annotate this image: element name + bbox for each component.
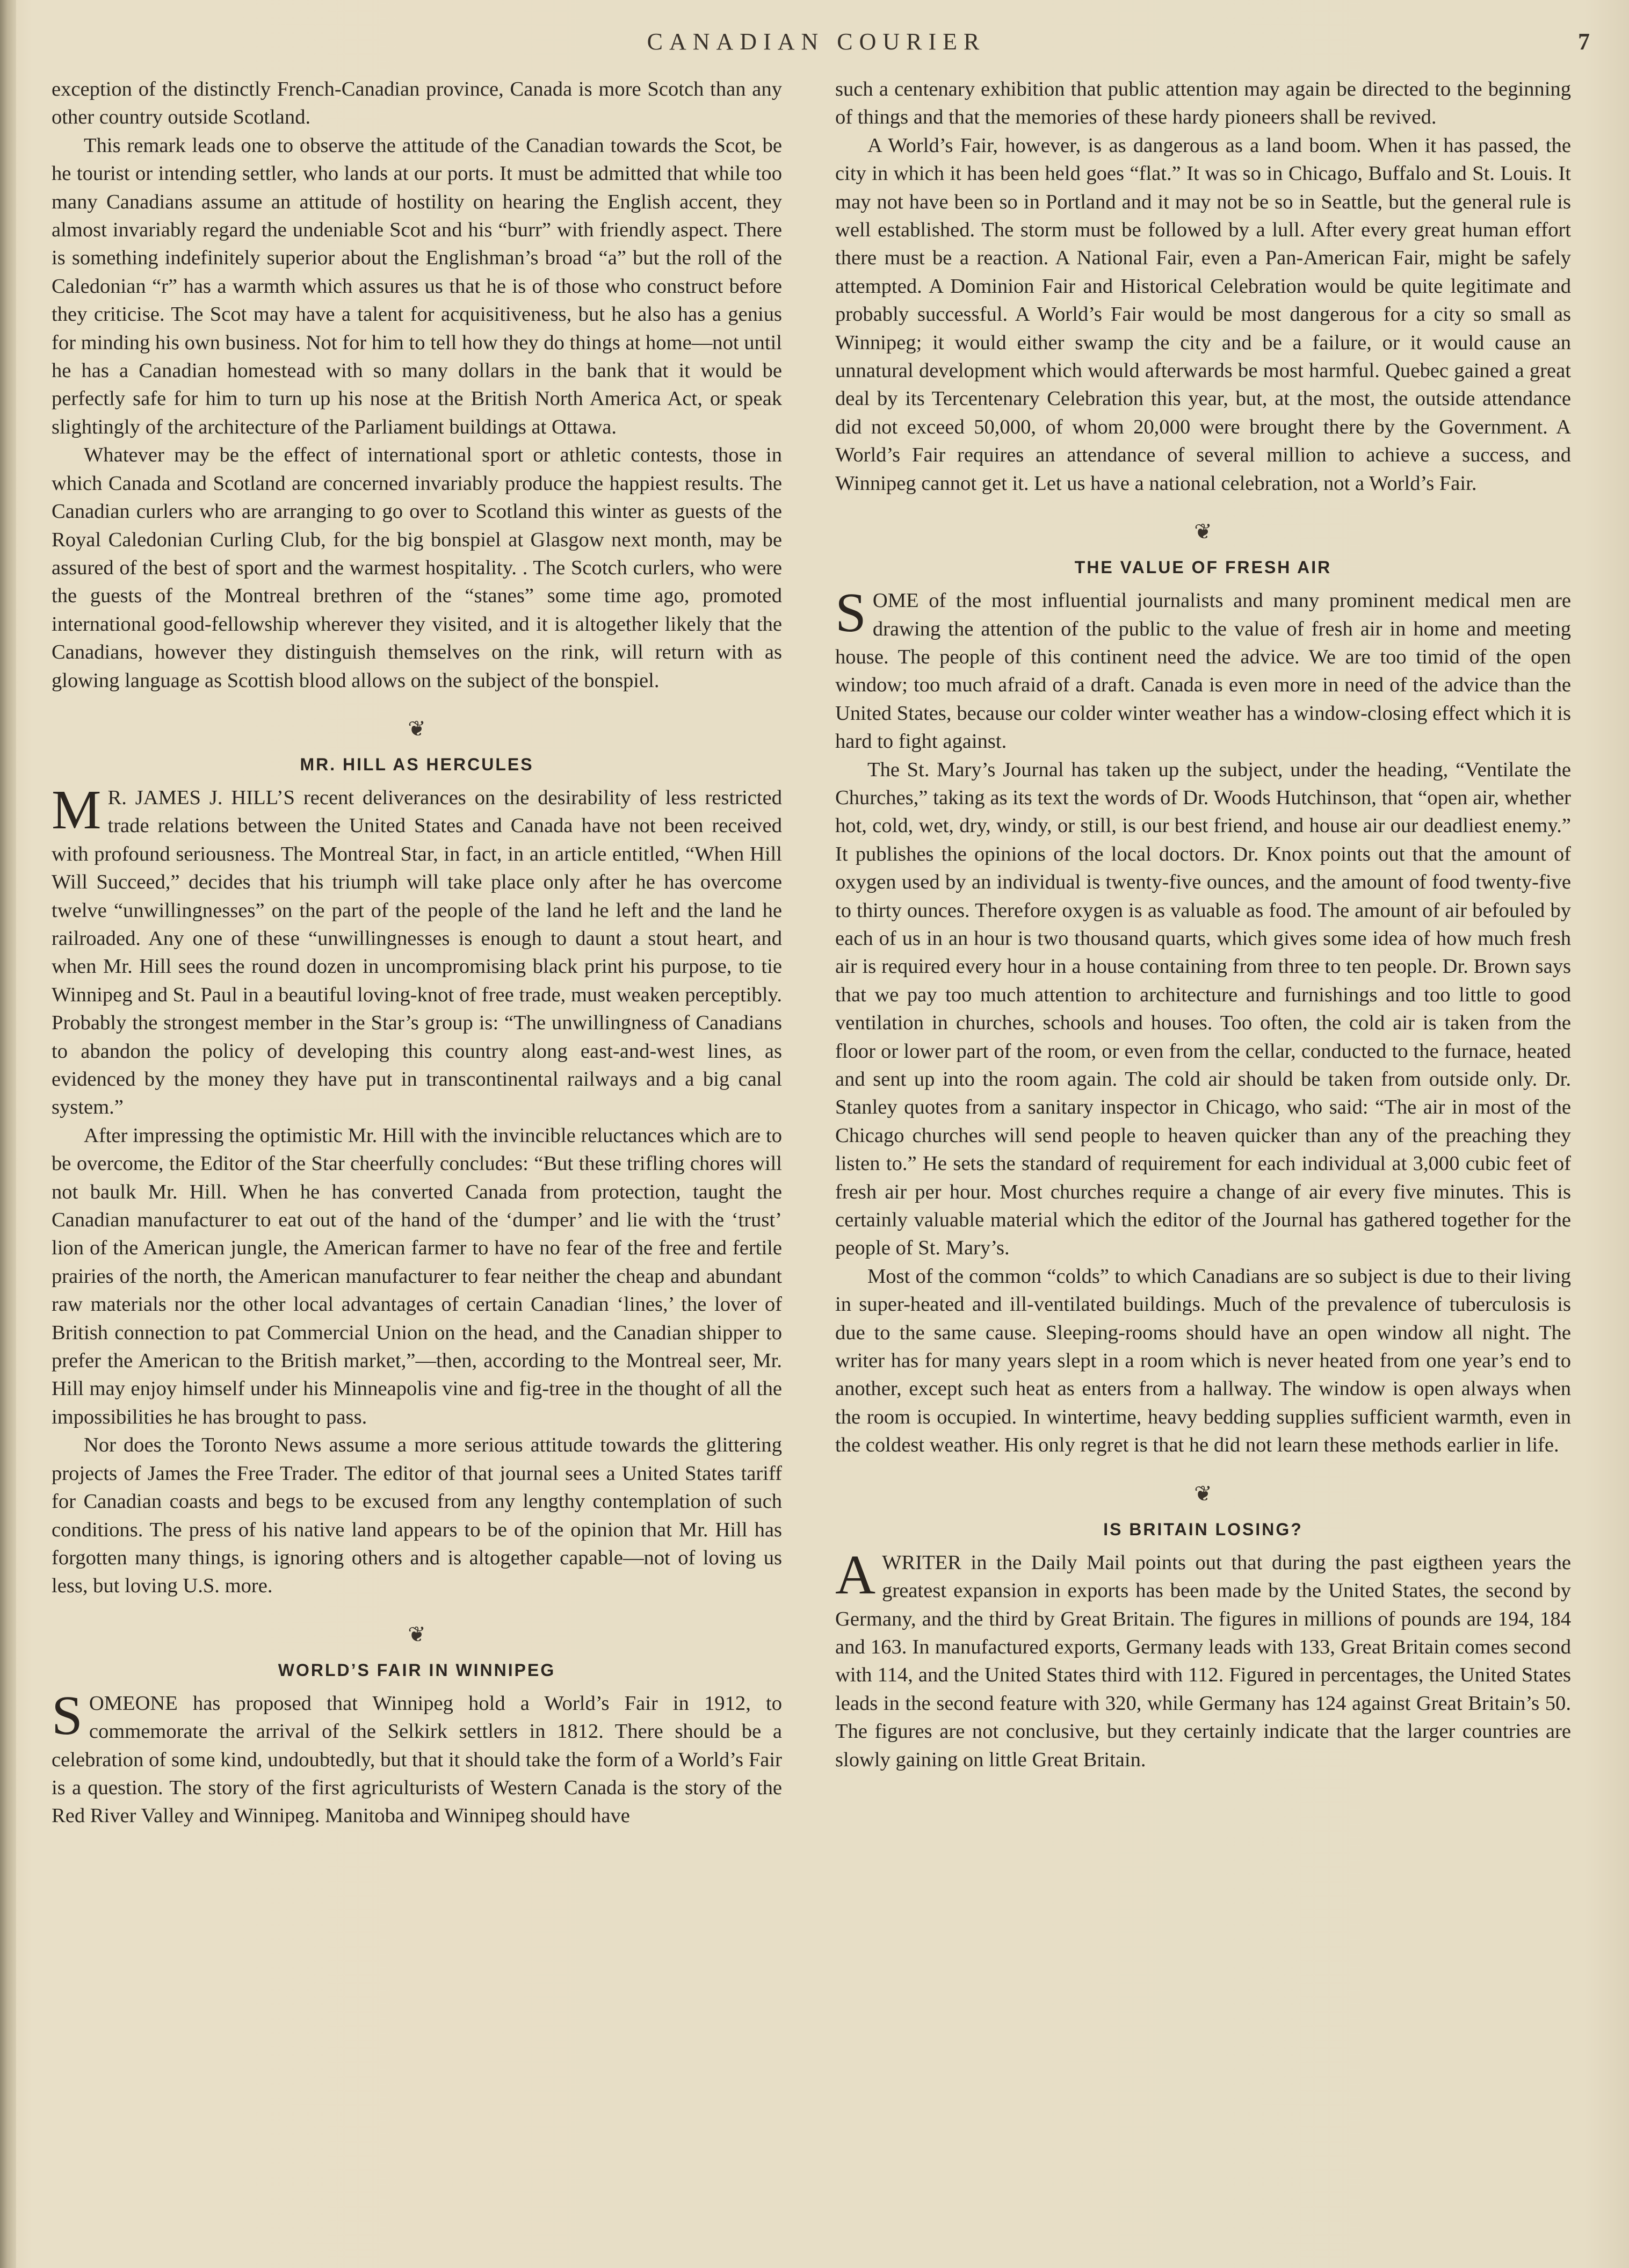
intro-paragraph: exception of the distinctly French-Canadian province, Canada is more Scotch than any other country outside Scotland.	[52, 78, 782, 129]
ornament-icon: ❦	[408, 1622, 426, 1646]
article-worlds-fair	[52, 1621, 782, 1830]
lead-caps: R. JAMES J. HILL’S	[107, 786, 295, 809]
article-lead-paragraph	[52, 1684, 782, 1830]
drop-cap: S	[835, 582, 866, 644]
left-column	[52, 75, 782, 1830]
article-paragraph: After impressing the optimistic Mr. Hill with the invincible reluctances which are to be overcome, the Editor of the Star cheerfully concludes: “But these trifling chores will not baulk Mr. Hill. When he has converted Canada from protection, taught the Canadian manufacturer to eat out of the hand of the ‘dumper’ and lie with the ‘trust’ lion of the American jungle, the American farmer to have no fear of the free and fertile prairies of the north, the American manufacturer to fear neither the cheap and abundant raw materials nor the other local advantages of certain Canadian ‘lines,’ the lover of British connection to pat Commercial Union on the head, and the Canadian shipper to prefer the American to the British market,”—then, according to the Montreal seer, Mr. Hill may enjoy himself under his Minneapolis vine and fig-tree in the thought of all the impossibilities he has brought to pass.	[52, 1124, 782, 1428]
article-paragraph: Nor does the Toronto News assume a more serious attitude towards the glittering projects of James the Free Trader. The editor of that journal sees a United States tariff for Canadian coasts and begs to be excused from any lengthy contemplation of such conditions. The press of his native land appears to be of the opinion that Mr. Hill has forgotten many things, is ignoring others and is altogether capable—not of loving us less, but loving U.S. more.	[52, 1434, 782, 1598]
page-header	[43, 28, 1590, 66]
right-column	[835, 75, 1571, 1774]
article-heading: THE VALUE OF FRESH AIR	[1074, 558, 1332, 577]
lead-caps: WRITER	[882, 1551, 961, 1574]
article-paragraph: A World’s Fair, however, is as dangerous as a land boom. When it has passed, the city in which it has been held goes “flat.” It was so in Chicago, Buffalo and St. Louis. It may not have been so in Portland and it may not be so in Seattle, but the general rule is well established. The storm must be followed by a lull. After every great human effort there must be a reaction. A National Fair, even a Pan-American Fair, might be safely attempted. A Dominion Fair and Historical Celebration would be quite legitimate and probably successful. A World’s Fair would be most dangerous for a city so small as Winnipeg; it would either swamp the city and be a failure, or it would cause an unnatural development which would afterwards be most harmful. Quebec gained a great deal by its Tercentenary Celebration this year, but, at the most, the outside attendance did not exceed 50,000, of whom 20,000 were brought there by the Government. A World’s Fair requires an attendance of several million to achieve a success, and Winnipeg cannot get it. Let us have a national celebration, not a World’s Fair.	[835, 134, 1571, 495]
article-heading: MR. HILL AS HERCULES	[300, 754, 534, 774]
article-lead-paragraph	[835, 1543, 1571, 1774]
drop-cap: A	[835, 1543, 876, 1606]
lead-text: in the Daily Mail points out that during the past eigtheen years the greatest expansion in exports has been made by the United States, the second by Germany, and the third by Great Britain. The figures in millions of pounds are 194, 184 and 163. In manufactured exports, Germany leads with 133, Great Britain comes second with 114, and the United States third with 112. Figured in percentages, the United States leads in the second feature with 320, while Germany has 124 against Great Britain’s 50. The figures are not conclusive, but they certainly indicate that the larger countries are slowly gaining on little Great Britain.	[835, 1551, 1571, 1771]
intro-paragraph: This remark leads one to observe the attitude of the Canadian towards the Scot, be he tourist or intending settler, who lands at our ports. It must be admitted that while too many Canadians assume an attitude of hostility on hearing the English accent, they almost invariably regard the undeniable Scot and his “burr” with friendly aspect. There is something indefinitely superior about the Englishman’s broad “a” but the roll of the Caledonian “r” has a warmth which assures us that he is of those who construct before they criticise. The Scot may have a talent for acquisitiveness, but he also has a genius for minding his own business. Not for him to tell how they do things at home—not until he has a Canadian homestead with so many dollars in the bank that it would be perfectly safe for him to turn up his nose at the British North America Act, or speak slightingly of the architecture of the Parliament buildings at Ottawa.	[52, 134, 782, 438]
lead-text: has proposed that Winnipeg hold a World’s Fair in 1912, to commemorate the arrival of the Selkirk settlers in 1812. There should be a celebration of some kind, undoubtedly, but that it should take the form of a World’s Fair is a question. The story of the first agriculturists of Western Canada is the story of the Red River Valley and Winnipeg. Manitoba and Winnipeg should have	[52, 1692, 782, 1828]
article-lead-paragraph	[52, 778, 783, 1122]
article-heading: IS BRITAIN LOSING?	[1103, 1519, 1303, 1539]
ornament-icon: ❦	[1194, 1481, 1212, 1506]
article-fresh-air	[835, 518, 1571, 1460]
ornament-icon: ❦	[1194, 519, 1212, 544]
article-paragraph: such a centenary exhibition that public attention may again be directed to the beginning of things and that the memories of these hardy pioneers shall be revived.	[835, 78, 1571, 129]
lead-caps: OMEONE	[89, 1692, 178, 1715]
article-heading: WORLD’S FAIR IN WINNIPEG	[278, 1660, 556, 1680]
drop-cap: S	[52, 1684, 83, 1746]
masthead: CANADIAN COURIER	[647, 28, 986, 55]
page-binding-edge	[0, 0, 16, 2268]
article-hill	[52, 715, 782, 1600]
article-paragraph: The St. Mary’s Journal has taken up the subject, under the heading, “Ventilate the Churches,” taking as its text the words of Dr. Woods Hutchinson, that “open air, whether hot, cold, wet, dry, windy, or still, is our best friend, and house air our deadliest enemy.” It publishes the opinions of the local doctors. Dr. Knox points out that the amount of oxygen used by an individual is twenty-five ounces, and the amount of food twenty-five to thirty ounces. Therefore oxygen is as valuable as food. The amount of air befouled by each of us in an hour is two thousand quarts, which gives some idea of how much fresh air is required every hour in a house containing from three to ten people. Dr. Brown says that we pay too much attention to architecture and furnishings and too little to good ventilation in churches, schools and houses. Too often, the cold air is taken from the floor or lower part of the room, or even from the cellar, conducted to the furnace, heated and sent up into the room again. The cold air should be taken from outside only. Dr. Stanley quotes from a sanitary inspector in Chicago, who said: “The air in most of the Chicago churches will send people to heaven quicker than any of the preaching they listen to.” He sets the standard of requirement for each individual at 3,000 cubic feet of fresh air per hour. Most churches require a change of air every five minutes. This is certainly valuable material which the editor of the Journal has gathered together for the people of St. Mary’s.	[835, 758, 1571, 1260]
article-lead-paragraph	[835, 582, 1571, 755]
lead-caps: OME	[872, 589, 919, 612]
article-paragraph: Most of the common “colds” to which Canadians are so subject is due to their living in super-heated and ill-ventilated buildings. Much of the prevalence of tuberculosis is due to the same cause. Sleeping-rooms should have an open window all night. The writer has for many years slept in a room which is never heated from one year’s end to another, except such heat as enters from a hallway. The window is open always when the room is occupied. In wintertime, heavy bedding supplies sufficient warmth, even in the coldest weather. His only regret is that he did not learn these methods earlier in life.	[835, 1265, 1571, 1457]
article-britain-losing	[835, 1480, 1571, 1774]
lead-text: of the most influential journalists and many prominent medical men are drawing the attention of the public to the value of fresh air in home and meeting house. The people of this continent need the advice. We are too timid of the open window; too much afraid of a draft. Canada is even more in need of the advice than the United States, because our colder winter weather has a window-closing effect which it is hard to fight against.	[835, 589, 1571, 753]
page-number: 7	[1578, 28, 1590, 55]
drop-cap: M	[52, 778, 102, 841]
lead-text: recent deliverances on the desirability of less restricted trade relations between the United States and Canada have not been received with profound seriousness. The Montreal Star, in fact, in an article entitled, “When Hill Will Succeed,” decides that his triumph will take place only after he has overcome twelve “unwillingnesses” on the part of the people of the land he left and the land he railroaded. Any one of these “unwillingnesses is enough to daunt a stout heart, and when Mr. Hill sees the round dozen in uncompromising black print his purpose, to tie Winnipeg and St. Paul in a beautiful loving-knot of free trade, must weaken perceptibly. Probably the strongest member in the Star’s group is: “The unwillingness of Canadians to abandon the policy of developing this country along east-and-west lines, as evidenced by the money they have put in transcontinental railways and a big canal system.”	[52, 786, 783, 1119]
ornament-icon: ❦	[408, 716, 426, 741]
intro-paragraph: Whatever may be the effect of international sport or athletic contests, those in which Canada and Scotland are concerned invariably produce the happiest results. The Canadian curlers who are arranging to go over to Scotland this winter as guests of the Royal Caledonian Curling Club, for the big bonspiel at Glasgow next month, may be assured of the best of sport and the warmest hospitality. . The Scotch curlers, who were the guests of the Montreal brethren of the “stanes” some time ago, promoted international good-fellowship wherever they visited, and it is altogether likely that the Canadians, however they distinguish themselves on the rink, will return with as glowing language as Scottish blood allows on the subject of the bonspiel.	[52, 444, 782, 692]
